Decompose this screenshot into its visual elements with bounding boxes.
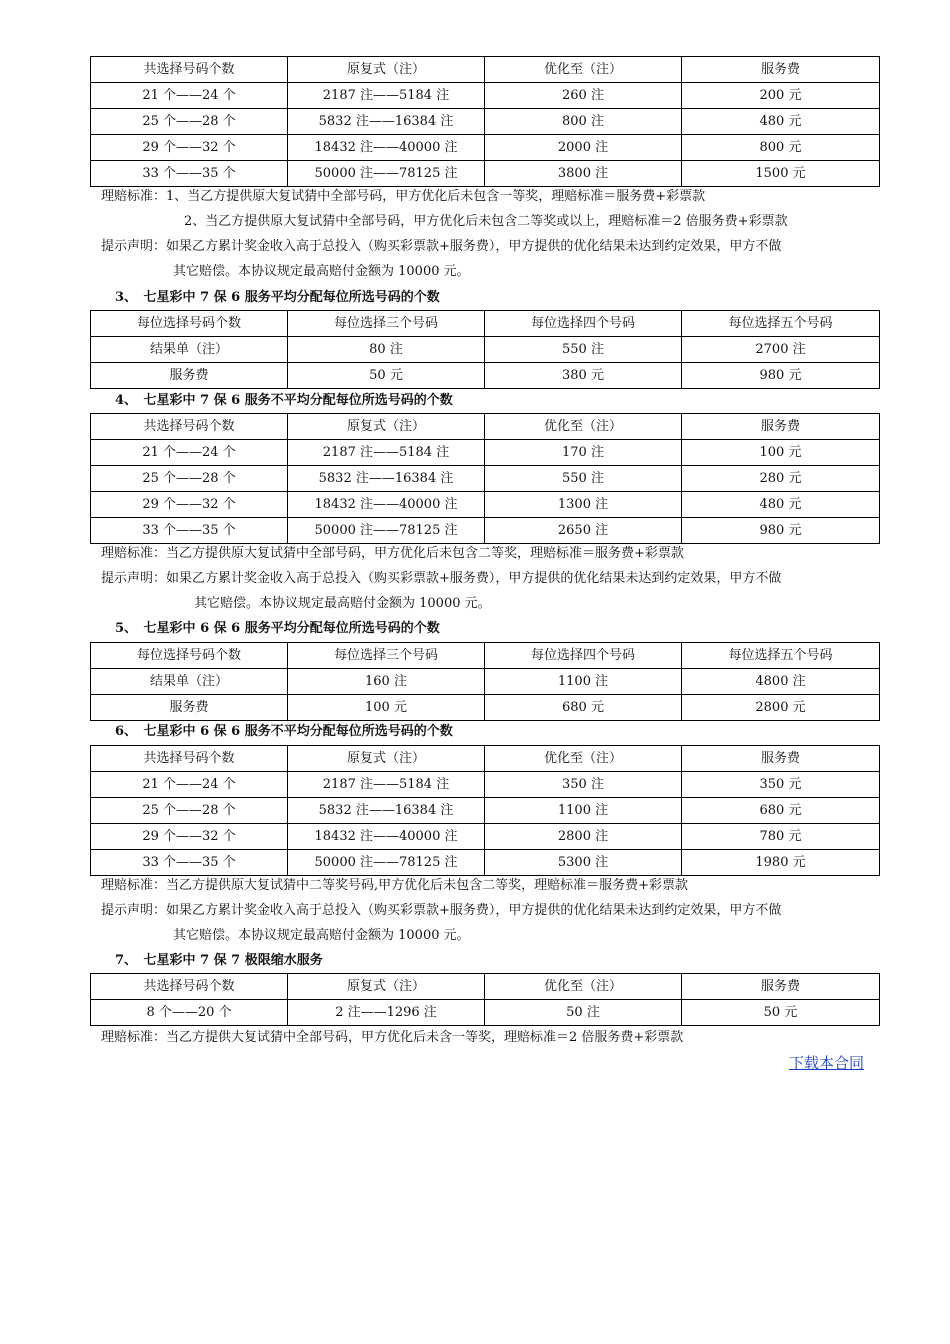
table-cell: 1300 注	[485, 492, 682, 518]
table-cell: 33 个——35 个	[91, 518, 288, 544]
table-header-cell: 原复式（注）	[288, 974, 485, 1000]
table-cell: 50000 注——78125 注	[288, 850, 485, 876]
table-header-cell: 每位选择四个号码	[485, 311, 682, 337]
table-cell: 18432 注——40000 注	[288, 135, 485, 161]
table-row	[91, 109, 880, 135]
table-row	[91, 669, 880, 695]
table-header-row	[91, 643, 880, 669]
claim-standard: 理赔标准：当乙方提供原大复试猜中全部号码，甲方优化后未包含二等奖，理赔标准＝服务费+彩票款	[101, 546, 684, 561]
table-cell: 结果单（注）	[91, 669, 288, 695]
table-header-cell: 共选择号码个数	[91, 57, 288, 83]
table-row	[91, 83, 880, 109]
table-cell: 5300 注	[485, 850, 682, 876]
table-cell: 350 注	[485, 772, 682, 798]
table-cell: 4800 注	[682, 669, 880, 695]
table-header-cell: 每位选择三个号码	[288, 643, 485, 669]
table-service-fee-6	[90, 745, 880, 876]
table-cell: 50 元	[288, 363, 485, 389]
table-cell: 980 元	[682, 363, 880, 389]
table-cell: 50 注	[485, 1000, 682, 1026]
table-row	[91, 492, 880, 518]
table-row	[91, 440, 880, 466]
table-cell: 50000 注——78125 注	[288, 161, 485, 187]
table-row	[91, 466, 880, 492]
tip-statement: 提示声明：如果乙方累计奖金收入高于总投入（购买彩票款+服务费），甲方提供的优化结果未达到约定效果，甲方不做	[101, 571, 782, 586]
table-header-row	[91, 57, 880, 83]
section-heading-4: 4、 七星彩中 7 保 6 服务不平均分配每位所选号码的个数	[115, 393, 453, 408]
table-header-cell: 每位选择五个号码	[682, 643, 880, 669]
table-cell: 1100 注	[485, 798, 682, 824]
table-header-cell: 原复式（注）	[288, 57, 485, 83]
table-cell: 21 个——24 个	[91, 772, 288, 798]
table-cell: 18432 注——40000 注	[288, 824, 485, 850]
table-header-cell: 每位选择号码个数	[91, 311, 288, 337]
table-cell: 200 元	[682, 83, 880, 109]
table-cell: 2000 注	[485, 135, 682, 161]
table-cell: 780 元	[682, 824, 880, 850]
tip-statement: 提示声明：如果乙方累计奖金收入高于总投入（购买彩票款+服务费），甲方提供的优化结果未达到约定效果，甲方不做	[101, 239, 782, 254]
table-cell: 服务费	[91, 695, 288, 721]
table-cell: 2187 注——5184 注	[288, 440, 485, 466]
tip-statement: 提示声明：如果乙方累计奖金收入高于总投入（购买彩票款+服务费），甲方提供的优化结果未达到约定效果，甲方不做	[101, 903, 782, 918]
table-cell: 1980 元	[682, 850, 880, 876]
table-header-cell: 每位选择四个号码	[485, 643, 682, 669]
table-cell: 29 个——32 个	[91, 824, 288, 850]
table-cell: 5832 注——16384 注	[288, 109, 485, 135]
table-cell: 结果单（注）	[91, 337, 288, 363]
table-cell: 170 注	[485, 440, 682, 466]
table-header-cell: 优化至（注）	[485, 974, 682, 1000]
table-cell: 29 个——32 个	[91, 135, 288, 161]
table-service-fee-7	[90, 973, 880, 1026]
table-service-fee-1	[90, 56, 880, 187]
table-cell: 680 元	[682, 798, 880, 824]
table-header-cell: 原复式（注）	[288, 414, 485, 440]
table-cell: 350 元	[682, 772, 880, 798]
table-header-row	[91, 311, 880, 337]
table-header-cell: 每位选择号码个数	[91, 643, 288, 669]
table-cell: 2800 元	[682, 695, 880, 721]
table-cell: 3800 注	[485, 161, 682, 187]
table-cell: 280 元	[682, 466, 880, 492]
table-row	[91, 824, 880, 850]
table-header-cell: 优化至（注）	[485, 414, 682, 440]
table-header-cell: 原复式（注）	[288, 746, 485, 772]
table-cell: 25 个——28 个	[91, 798, 288, 824]
table-cell: 18432 注——40000 注	[288, 492, 485, 518]
table-cell: 800 元	[682, 135, 880, 161]
table-cell: 2187 注——5184 注	[288, 772, 485, 798]
table-cell: 100 元	[288, 695, 485, 721]
table-row	[91, 135, 880, 161]
table-header-cell: 服务费	[682, 57, 880, 83]
table-cell: 29 个——32 个	[91, 492, 288, 518]
section-heading-3: 3、 七星彩中 7 保 6 服务平均分配每位所选号码的个数	[115, 290, 440, 305]
table-cell: 8 个——20 个	[91, 1000, 288, 1026]
tip-statement-cont: 其它赔偿。本协议规定最高赔付金额为 10000 元。	[173, 264, 470, 279]
table-cell: 2187 注——5184 注	[288, 83, 485, 109]
table-cell: 380 元	[485, 363, 682, 389]
table-header-cell: 服务费	[682, 746, 880, 772]
section-heading-5: 5、 七星彩中 6 保 6 服务平均分配每位所选号码的个数	[115, 621, 440, 636]
table-cell: 2700 注	[682, 337, 880, 363]
table-header-row	[91, 414, 880, 440]
table-header-cell: 共选择号码个数	[91, 414, 288, 440]
table-cell: 1500 元	[682, 161, 880, 187]
table-row	[91, 850, 880, 876]
download-contract-link[interactable]: 下载本合同	[788, 1054, 864, 1072]
table-cell: 50 元	[682, 1000, 880, 1026]
table-service-fee-3	[90, 310, 880, 389]
table-row	[91, 1000, 880, 1026]
table-header-cell: 优化至（注）	[485, 746, 682, 772]
table-cell: 980 元	[682, 518, 880, 544]
claim-standard-2: 2、当乙方提供原大复试猜中全部号码，甲方优化后未包含二等奖或以上，理赔标准＝2 倍服务费+彩票款	[184, 214, 788, 229]
table-cell: 服务费	[91, 363, 288, 389]
claim-standard-1: 理赔标准：1、当乙方提供原大复试猜中全部号码，甲方优化后未包含一等奖，理赔标准＝服务费+彩票款	[101, 189, 706, 204]
claim-standard: 理赔标准：当乙方提供原大复试猜中二等奖号码,甲方优化后未包含二等奖，理赔标准＝服务费+彩票款	[101, 878, 689, 893]
table-cell: 550 注	[485, 466, 682, 492]
table-cell: 1100 注	[485, 669, 682, 695]
table-cell: 800 注	[485, 109, 682, 135]
table-service-fee-5	[90, 642, 880, 721]
table-cell: 25 个——28 个	[91, 466, 288, 492]
table-cell: 2 注——1296 注	[288, 1000, 485, 1026]
table-row	[91, 518, 880, 544]
table-cell: 21 个——24 个	[91, 440, 288, 466]
table-header-cell: 服务费	[682, 974, 880, 1000]
claim-standard: 理赔标准：当乙方提供大复试猜中全部号码，甲方优化后未含一等奖，理赔标准＝2 倍服务费+彩票款	[101, 1030, 684, 1045]
table-cell: 80 注	[288, 337, 485, 363]
table-cell: 680 元	[485, 695, 682, 721]
table-row	[91, 337, 880, 363]
tip-statement-cont: 其它赔偿。本协议规定最高赔付金额为 10000 元。	[173, 928, 470, 943]
table-cell: 5832 注——16384 注	[288, 466, 485, 492]
table-header-cell: 优化至（注）	[485, 57, 682, 83]
table-row	[91, 695, 880, 721]
table-cell: 2800 注	[485, 824, 682, 850]
table-header-row	[91, 974, 880, 1000]
table-cell: 480 元	[682, 109, 880, 135]
tip-statement-cont: 其它赔偿。本协议规定最高赔付金额为 10000 元。	[194, 596, 491, 611]
table-header-cell: 共选择号码个数	[91, 974, 288, 1000]
table-cell: 480 元	[682, 492, 880, 518]
section-heading-7: 7、 七星彩中 7 保 7 极限缩水服务	[115, 953, 323, 968]
table-header-row	[91, 746, 880, 772]
table-cell: 33 个——35 个	[91, 850, 288, 876]
table-cell: 33 个——35 个	[91, 161, 288, 187]
table-cell: 50000 注——78125 注	[288, 518, 485, 544]
section-heading-6: 6、 七星彩中 6 保 6 服务不平均分配每位所选号码的个数	[115, 724, 453, 739]
table-row	[91, 363, 880, 389]
table-service-fee-4	[90, 413, 880, 544]
table-row	[91, 161, 880, 187]
table-cell: 5832 注——16384 注	[288, 798, 485, 824]
table-cell: 25 个——28 个	[91, 109, 288, 135]
table-cell: 260 注	[485, 83, 682, 109]
table-row	[91, 772, 880, 798]
table-header-cell: 共选择号码个数	[91, 746, 288, 772]
table-cell: 550 注	[485, 337, 682, 363]
table-cell: 21 个——24 个	[91, 83, 288, 109]
table-cell: 100 元	[682, 440, 880, 466]
table-header-cell: 每位选择五个号码	[682, 311, 880, 337]
table-cell: 160 注	[288, 669, 485, 695]
table-row	[91, 798, 880, 824]
table-header-cell: 服务费	[682, 414, 880, 440]
table-cell: 2650 注	[485, 518, 682, 544]
table-header-cell: 每位选择三个号码	[288, 311, 485, 337]
